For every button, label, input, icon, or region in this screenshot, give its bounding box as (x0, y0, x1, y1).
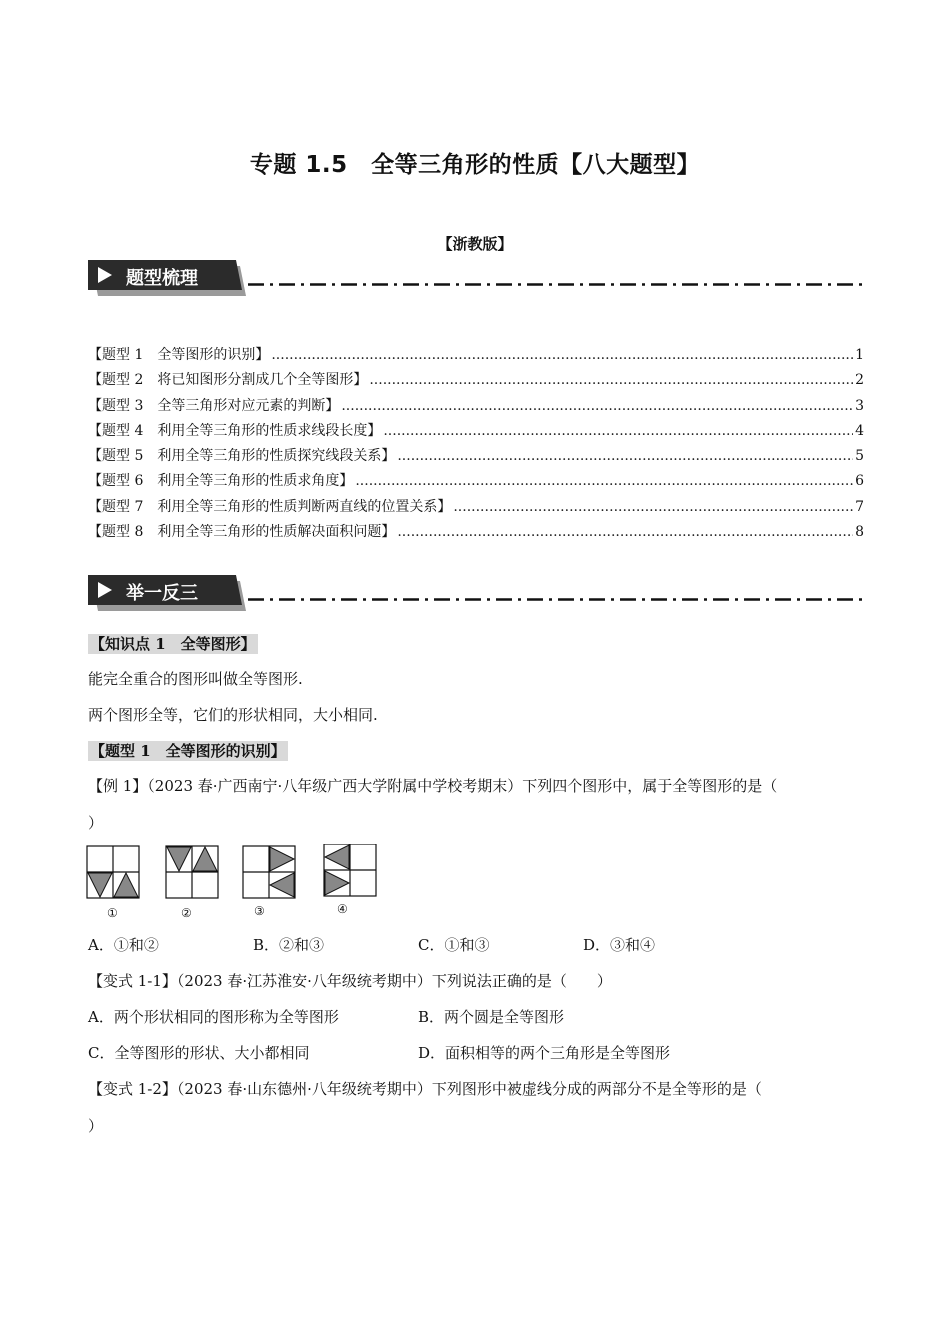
option-a[interactable]: A．①和② (88, 936, 159, 954)
variant1-1-stem: 【变式 1-1】（2023 春·江苏淮安·八年级统考期中）下列说法正确的是（ ） (88, 972, 612, 990)
dash-dot-line (248, 283, 864, 286)
figure-1 (87, 846, 139, 898)
table-of-contents (88, 343, 864, 545)
toc-page-number: 6 (855, 473, 864, 490)
variant1-2-stem: 【变式 1-2】（2023 春·山东德州·八年级统考期中）下列图形中被虚线分成的两部分不是全等形的是（ (88, 1080, 762, 1098)
toc-page-number: 5 (855, 448, 864, 465)
toc-item[interactable] (88, 419, 864, 444)
option-d[interactable]: D．③和④ (583, 936, 656, 954)
toc-leader-dots (397, 520, 853, 545)
option-c[interactable]: C．①和③ (418, 936, 490, 954)
banner-title: 举一反三 (126, 583, 198, 604)
option-b[interactable]: B．②和③ (253, 936, 325, 954)
toc-leader-dots (397, 444, 853, 469)
toc-item[interactable] (88, 520, 864, 545)
banner-tag (88, 260, 246, 290)
toc-leader-dots (383, 419, 853, 444)
knowledge-line-1: 能完全重合的图形叫做全等图形. (88, 670, 303, 688)
toc-leader-dots (355, 469, 853, 494)
type1-heading-line (88, 740, 868, 762)
figure-label-3: ③ (254, 904, 265, 918)
toc-page-number: 8 (855, 524, 864, 541)
knowledge-line-2: 两个图形全等，它们的形状相同，大小相同. (88, 706, 378, 724)
example1-stem-end: ） (88, 814, 104, 832)
toc-item-label: 【题型 3 全等三角形对应元素的判断】 (88, 397, 340, 414)
toc-item-label: 【题型 4 利用全等三角形的性质求线段长度】 (88, 422, 382, 439)
figure-label-1: ① (107, 906, 118, 920)
knowledge-heading: 【知识点 1 全等图形】 (90, 635, 256, 653)
toc-item-label: 【题型 2 将已知图形分割成几个全等图形】 (88, 372, 368, 389)
toc-item[interactable] (88, 368, 864, 393)
figure-3 (243, 846, 295, 898)
toc-item[interactable] (88, 343, 864, 368)
option-b[interactable]: B．两个圆是全等图形 (418, 1008, 565, 1026)
variant1-2-stem-end: ） (88, 1117, 104, 1135)
toc-page-number: 3 (855, 397, 864, 414)
toc-leader-dots (341, 394, 853, 419)
toc-page-number: 4 (855, 422, 864, 439)
toc-page-number: 1 (855, 347, 864, 363)
page-title: 专题 1.5 全等三角形的性质【八大题型】 (249, 152, 701, 178)
option-a[interactable]: A．两个形状相同的图形称为全等图形 (88, 1008, 339, 1026)
toc-item[interactable] (88, 469, 864, 494)
figure-2 (166, 846, 218, 898)
toc-item-label: 【题型 1 全等图形的识别】 (88, 347, 270, 363)
banner-tag (88, 575, 246, 605)
figure-label-4: ④ (337, 902, 348, 916)
toc-item[interactable] (88, 444, 864, 469)
knowledge-heading-line (88, 633, 868, 655)
toc-item-label: 【题型 6 利用全等三角形的性质求角度】 (88, 473, 354, 490)
option-c[interactable]: C．全等图形的形状、大小都相同 (88, 1044, 310, 1062)
dash-dot-line (248, 598, 864, 601)
toc-item[interactable] (88, 394, 864, 419)
option-d[interactable]: D．面积相等的两个三角形是全等图形 (418, 1044, 671, 1062)
toc-item[interactable] (88, 495, 864, 520)
toc-leader-dots (453, 495, 853, 520)
toc-item-label: 【题型 5 利用全等三角形的性质探究线段关系】 (88, 448, 396, 465)
toc-leader-dots (369, 368, 853, 393)
toc-page-number: 2 (855, 372, 864, 389)
toc-leader-dots (271, 343, 853, 368)
section-banner-outline (88, 258, 864, 298)
figure-4 (324, 844, 376, 896)
edition-label: 【浙教版】 (437, 235, 513, 253)
toc-item-label: 【题型 7 利用全等三角形的性质判断两直线的位置关系】 (88, 498, 452, 515)
type1-heading: 【题型 1 全等图形的识别】 (90, 742, 286, 760)
example1-stem: 【例 1】（2023 春·广西南宁·八年级广西大学附属中学校考期末）下列四个图形中，属于全等图形的是（ (88, 777, 778, 795)
toc-page-number: 7 (855, 498, 864, 515)
section-banner-examples (88, 573, 864, 613)
banner-title: 题型梳理 (126, 268, 198, 289)
toc-item-label: 【题型 8 利用全等三角形的性质解决面积问题】 (88, 524, 396, 541)
figure-label-2: ② (181, 906, 192, 920)
